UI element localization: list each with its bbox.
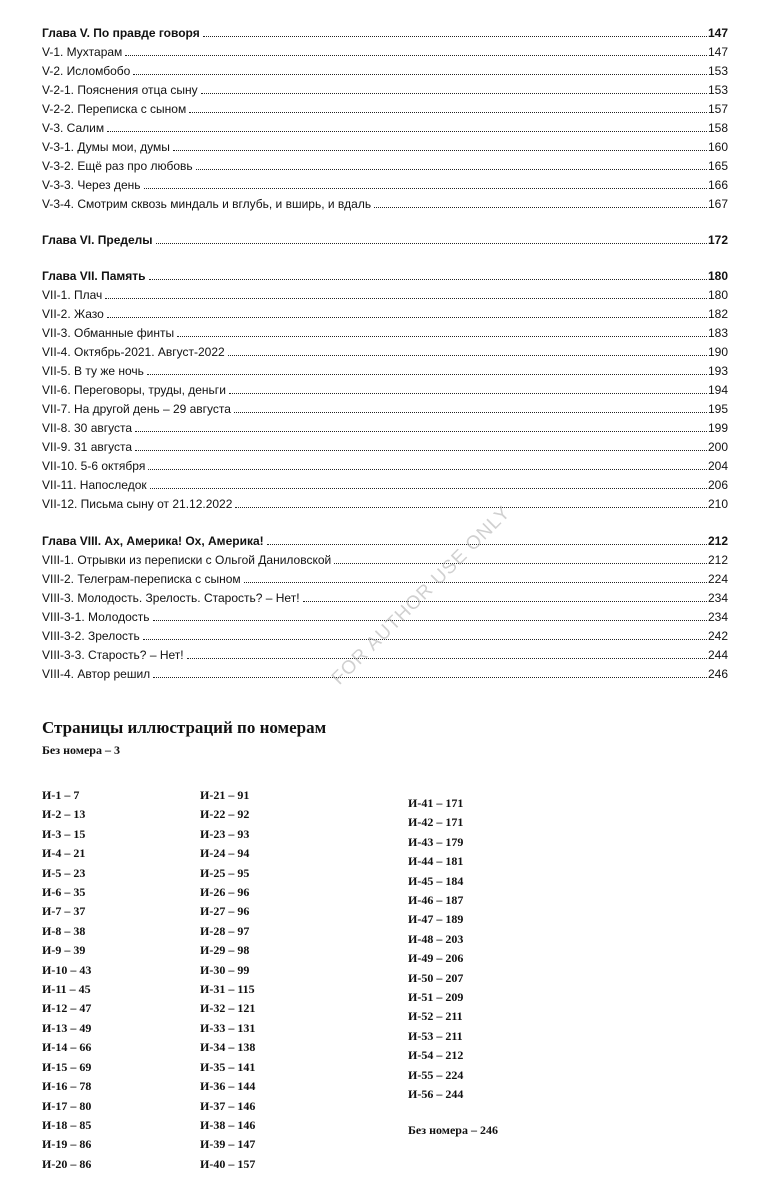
toc-title: VIII-3. Молодость. Зрелость. Старость? – Нет! bbox=[42, 591, 300, 605]
watermark: FOR AUTHOR USE ONLY bbox=[327, 502, 515, 690]
illustration-entry: И-14 – 66 bbox=[42, 1040, 92, 1055]
illustration-entry: И-30 – 99 bbox=[200, 962, 250, 977]
toc-title: VII-2. Жазо bbox=[42, 307, 104, 321]
toc-entry-row bbox=[42, 381, 728, 400]
toc-title: VII-6. Переговоры, труды, деньги bbox=[42, 383, 226, 397]
dot-leader bbox=[153, 677, 707, 678]
toc-page-number: 206 bbox=[707, 478, 728, 492]
illustration-entry: И-41 – 171 bbox=[408, 796, 464, 810]
toc-title: VIII-4. Автор решил bbox=[42, 667, 151, 681]
dot-leader bbox=[228, 355, 707, 356]
illustration-entry: И-17 – 80 bbox=[42, 1098, 92, 1113]
illustration-entry: И-37 – 146 bbox=[200, 1098, 256, 1113]
toc-entry-row bbox=[42, 627, 728, 646]
illustration-entry: И-16 – 78 bbox=[42, 1079, 92, 1094]
toc-title: VII-9. 31 августа bbox=[42, 440, 133, 454]
toc-entry-row bbox=[42, 43, 728, 62]
dot-leader bbox=[135, 431, 707, 432]
toc-entry-row bbox=[42, 570, 728, 589]
toc-title: Глава VI. Пределы bbox=[42, 233, 153, 247]
dot-leader bbox=[105, 298, 707, 299]
toc-page-number: 246 bbox=[707, 667, 728, 681]
dot-leader bbox=[125, 55, 707, 56]
toc-page-number: 165 bbox=[707, 159, 728, 173]
toc-page-number: 180 bbox=[707, 269, 728, 283]
toc-page-number: 204 bbox=[707, 459, 728, 473]
toc-title: VIII-3-1. Молодость bbox=[42, 610, 150, 624]
illustration-entry: И-48 – 203 bbox=[408, 931, 464, 946]
toc-title: Глава VII. Память bbox=[42, 269, 146, 283]
toc-page-number: 212 bbox=[707, 534, 728, 548]
toc-page-number: 199 bbox=[707, 421, 728, 435]
dot-leader bbox=[149, 279, 707, 280]
toc-title: V-3-2. Ещё раз про любовь bbox=[42, 159, 193, 173]
dot-leader bbox=[303, 601, 707, 602]
illustration-entry: И-42 – 171 bbox=[408, 815, 464, 830]
dot-leader bbox=[334, 563, 707, 564]
toc-entry-row bbox=[42, 419, 728, 438]
toc-entry-row bbox=[42, 286, 728, 305]
toc-title: V-3-4. Смотрим сквозь миндаль и вглубь, и вширь, и вдаль bbox=[42, 197, 372, 211]
toc-page-number: 157 bbox=[707, 102, 728, 116]
toc-title: V-2. Иcломбобо bbox=[42, 64, 131, 78]
toc-title: V-1. Мухтарам bbox=[42, 45, 123, 59]
illustration-entry: И-46 – 187 bbox=[408, 893, 464, 908]
toc-title: VII-10. 5-6 октября bbox=[42, 459, 146, 473]
illustration-entry: И-52 – 211 bbox=[408, 1009, 463, 1024]
toc-page-number: 195 bbox=[707, 402, 728, 416]
toc-page-number: 194 bbox=[707, 383, 728, 397]
dot-leader bbox=[107, 317, 707, 318]
illustration-entry: И-54 – 212 bbox=[408, 1048, 464, 1063]
dot-leader bbox=[187, 658, 707, 659]
toc-entry-row bbox=[42, 400, 728, 419]
toc-entry-row bbox=[42, 589, 728, 608]
toc-title: VII-5. В ту же ночь bbox=[42, 364, 144, 378]
toc-page-number: 234 bbox=[707, 591, 728, 605]
toc-page-number: 153 bbox=[707, 83, 728, 97]
toc-entry-row bbox=[42, 608, 728, 627]
toc-title: V-3-3. Через день bbox=[42, 178, 141, 192]
dot-leader bbox=[177, 336, 707, 337]
illustration-entry: И-11 – 45 bbox=[42, 982, 91, 997]
illustration-entry: И-15 – 69 bbox=[42, 1059, 92, 1074]
toc-entry-row bbox=[42, 119, 728, 138]
toc-page-number: 180 bbox=[707, 288, 728, 302]
toc-page-number: 200 bbox=[707, 440, 728, 454]
toc-page-number: 190 bbox=[707, 345, 728, 359]
illustration-entry: И-47 – 189 bbox=[408, 912, 464, 927]
toc-entry-row bbox=[42, 476, 728, 495]
no-number-note-bottom: Без номера – 246 bbox=[408, 1123, 498, 1137]
dot-leader bbox=[189, 112, 707, 113]
section-gap bbox=[42, 514, 728, 532]
illustration-entry: И-55 – 224 bbox=[408, 1067, 464, 1082]
illustration-entry: И-4 – 21 bbox=[42, 846, 86, 861]
illustration-entry: И-1 – 7 bbox=[42, 788, 80, 802]
toc-entry-row bbox=[42, 195, 728, 214]
toc-page-number: 158 bbox=[707, 121, 728, 135]
dot-leader bbox=[148, 469, 707, 470]
illustration-entry: И-51 – 209 bbox=[408, 990, 464, 1005]
toc-page-number: 234 bbox=[707, 610, 728, 624]
illustration-entry: И-2 – 13 bbox=[42, 807, 86, 822]
toc-entry-row bbox=[42, 438, 728, 457]
toc-title: Глава VIII. Ах, Америка! Ох, Америка! bbox=[42, 534, 264, 548]
toc-entry-row bbox=[42, 665, 728, 684]
toc-entry-row bbox=[42, 81, 728, 100]
toc-title: VII-3. Обманные финты bbox=[42, 326, 175, 340]
toc-page-number: 193 bbox=[707, 364, 728, 378]
toc-entry-row bbox=[42, 362, 728, 381]
illustration-entry: И-22 – 92 bbox=[200, 807, 250, 822]
illustration-entry: И-29 – 98 bbox=[200, 943, 250, 958]
toc-title: V-2-2. Переписка с сыном bbox=[42, 102, 187, 116]
section-gap bbox=[42, 250, 728, 267]
illustration-entry: И-27 – 96 bbox=[200, 904, 250, 919]
dot-leader bbox=[133, 74, 707, 75]
illustration-entry: И-43 – 179 bbox=[408, 834, 464, 849]
illustrations-heading: Страницы иллюстраций по номерам bbox=[42, 718, 327, 737]
illustration-entry: И-12 – 47 bbox=[42, 1001, 92, 1016]
illustration-entry: И-7 – 37 bbox=[42, 904, 86, 919]
illustration-entry: И-24 – 94 bbox=[200, 846, 250, 861]
toc-chapter-row bbox=[42, 267, 728, 286]
toc-title: V-3. Салим bbox=[42, 121, 105, 135]
toc-page-number: 160 bbox=[707, 140, 728, 154]
toc-entry-row bbox=[42, 138, 728, 157]
toc-title: VII-11. Напоследок bbox=[42, 478, 147, 492]
illustration-entry: И-19 – 86 bbox=[42, 1137, 92, 1152]
illustration-entry: И-26 – 96 bbox=[200, 885, 250, 900]
illustration-entry: И-56 – 244 bbox=[408, 1087, 464, 1102]
illustration-entry: И-45 – 184 bbox=[408, 873, 464, 888]
no-number-note-top: Без номера – 3 bbox=[42, 743, 120, 757]
toc-entry-row bbox=[42, 495, 728, 514]
toc-entry-row bbox=[42, 457, 728, 476]
dot-leader bbox=[196, 169, 707, 170]
toc-title: VIII-3-2. Зрелость bbox=[42, 629, 140, 643]
dot-leader bbox=[107, 131, 707, 132]
toc-page-number: 167 bbox=[707, 197, 728, 211]
dot-leader bbox=[143, 639, 707, 640]
toc-entry-row bbox=[42, 551, 728, 570]
dot-leader bbox=[147, 374, 707, 375]
dot-leader bbox=[135, 450, 707, 451]
toc-entry-row bbox=[42, 176, 728, 195]
toc-page-number: 182 bbox=[707, 307, 728, 321]
illustration-entry: И-8 – 38 bbox=[42, 923, 86, 938]
toc-page-number: 212 bbox=[707, 553, 728, 567]
illustration-entry: И-34 – 138 bbox=[200, 1040, 256, 1055]
illustration-entry: И-50 – 207 bbox=[408, 970, 464, 985]
illustration-entry: И-53 – 211 bbox=[408, 1028, 463, 1043]
toc-chapter-row bbox=[42, 231, 728, 250]
dot-leader bbox=[229, 393, 707, 394]
dot-leader bbox=[144, 188, 707, 189]
illustration-entry: И-10 – 43 bbox=[42, 962, 92, 977]
illustration-entry: И-13 – 49 bbox=[42, 1020, 92, 1035]
illustration-entry: И-3 – 15 bbox=[42, 826, 86, 841]
illustrations-column-2 bbox=[200, 786, 255, 1174]
dot-leader bbox=[150, 488, 707, 489]
illustration-entry: И-39 – 147 bbox=[200, 1137, 256, 1152]
toc-title: Глава V. По правде говоря bbox=[42, 26, 200, 40]
section-gap bbox=[42, 214, 728, 231]
illustrations-column-3 bbox=[408, 794, 463, 1105]
illustration-entry: И-35 – 141 bbox=[200, 1059, 256, 1074]
toc-title: V-2-1. Пояснения отца сыну bbox=[42, 83, 198, 97]
illustration-entry: И-49 – 206 bbox=[408, 951, 464, 966]
toc-entry-row bbox=[42, 100, 728, 119]
toc-title: VII-8. 30 августа bbox=[42, 421, 133, 435]
illustration-entry: И-21 – 91 bbox=[200, 788, 250, 802]
toc-page-number: 224 bbox=[707, 572, 728, 586]
toc-title: VIII-2. Телеграм-переписка с сыном bbox=[42, 572, 241, 586]
dot-leader bbox=[374, 207, 707, 208]
illustration-entry: И-20 – 86 bbox=[42, 1156, 92, 1171]
illustrations-column-1 bbox=[42, 786, 91, 1174]
illustration-entry: И-36 – 144 bbox=[200, 1079, 256, 1094]
toc-entry-row bbox=[42, 343, 728, 362]
toc-page-number: 153 bbox=[707, 64, 728, 78]
toc-entry-row bbox=[42, 62, 728, 81]
table-of-contents bbox=[42, 24, 728, 684]
illustration-entry: И-18 – 85 bbox=[42, 1117, 92, 1132]
toc-page-number: 183 bbox=[707, 326, 728, 340]
dot-leader bbox=[156, 243, 707, 244]
illustration-entry: И-5 – 23 bbox=[42, 865, 86, 880]
illustration-entry: И-33 – 131 bbox=[200, 1020, 256, 1035]
dot-leader bbox=[234, 412, 707, 413]
toc-title: VII-1. Плач bbox=[42, 288, 103, 302]
dot-leader bbox=[173, 150, 707, 151]
toc-page-number: 166 bbox=[707, 178, 728, 192]
dot-leader bbox=[203, 36, 707, 37]
toc-title: VII-4. Октябрь-2021. Август-2022 bbox=[42, 345, 225, 359]
toc-page-number: 244 bbox=[707, 648, 728, 662]
toc-title: VIII-1. Отрывки из переписки с Ольгой Даниловской bbox=[42, 553, 332, 567]
toc-page-number: 210 bbox=[707, 497, 728, 511]
dot-leader bbox=[267, 544, 707, 545]
illustration-entry: И-40 – 157 bbox=[200, 1156, 256, 1171]
illustration-entry: И-31 – 115 bbox=[200, 982, 255, 997]
illustration-entry: И-6 – 35 bbox=[42, 885, 86, 900]
toc-title: VII-12. Письма сыну от 21.12.2022 bbox=[42, 497, 233, 511]
dot-leader bbox=[153, 620, 707, 621]
toc-page-number: 242 bbox=[707, 629, 728, 643]
toc-title: VII-7. На другой день – 29 августа bbox=[42, 402, 231, 416]
illustration-entry: И-9 – 39 bbox=[42, 943, 86, 958]
dot-leader bbox=[201, 93, 707, 94]
toc-entry-row bbox=[42, 305, 728, 324]
toc-entry-row bbox=[42, 157, 728, 176]
toc-chapter-row bbox=[42, 532, 728, 551]
toc-page-number: 147 bbox=[707, 26, 728, 40]
toc-entry-row bbox=[42, 646, 728, 665]
dot-leader bbox=[235, 507, 707, 508]
illustration-entry: И-38 – 146 bbox=[200, 1117, 256, 1132]
toc-page-number: 147 bbox=[707, 45, 728, 59]
illustration-entry: И-23 – 93 bbox=[200, 826, 250, 841]
illustration-entry: И-44 – 181 bbox=[408, 854, 464, 869]
toc-title: V-3-1. Думы мои, думы bbox=[42, 140, 170, 154]
toc-chapter-row bbox=[42, 24, 728, 43]
toc-page-number: 172 bbox=[707, 233, 728, 247]
toc-entry-row bbox=[42, 324, 728, 343]
illustration-entry: И-25 – 95 bbox=[200, 865, 250, 880]
dot-leader bbox=[244, 582, 707, 583]
illustration-entry: И-28 – 97 bbox=[200, 923, 250, 938]
toc-title: VIII-3-3. Старость? – Нет! bbox=[42, 648, 184, 662]
illustration-entry: И-32 – 121 bbox=[200, 1001, 256, 1016]
